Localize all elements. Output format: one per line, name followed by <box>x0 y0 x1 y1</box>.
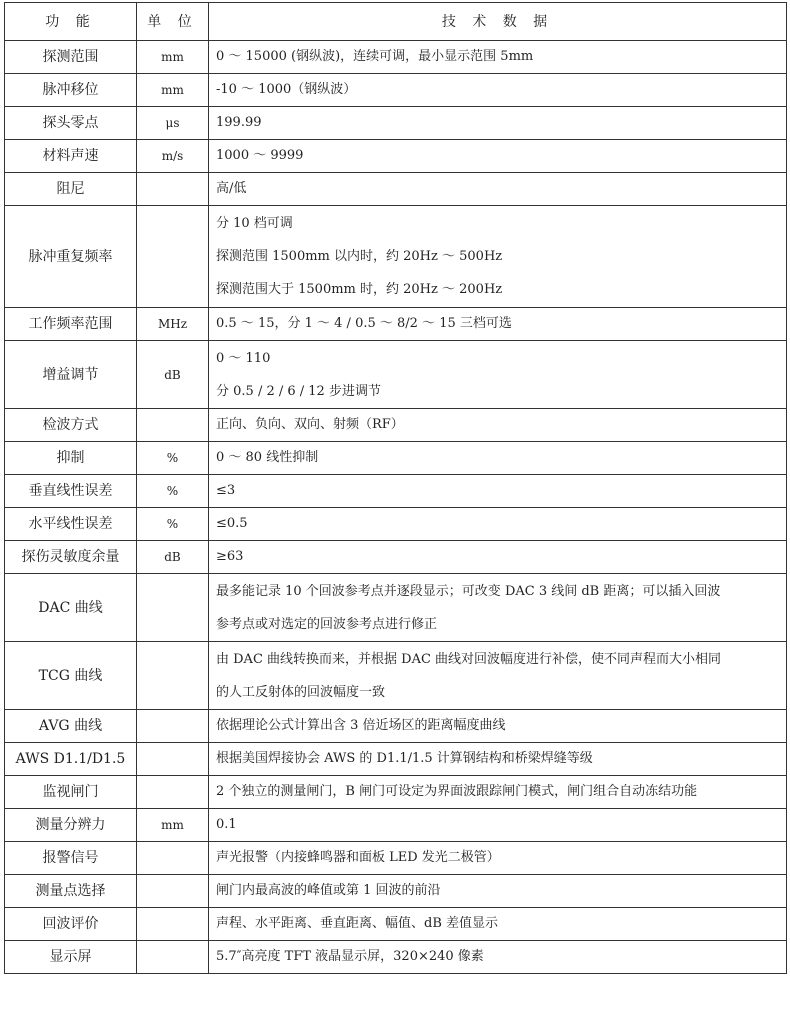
row-spec <box>209 173 787 206</box>
row-function: 报警信号 <box>5 842 137 875</box>
table-row <box>5 508 787 541</box>
table-row <box>5 341 787 409</box>
spec-table <box>4 2 787 974</box>
table-row <box>5 710 787 743</box>
row-spec <box>209 743 787 776</box>
row-spec <box>209 776 787 809</box>
row-spec <box>209 908 787 941</box>
row-unit <box>137 409 209 442</box>
row-function: 监视闸门 <box>5 776 137 809</box>
table-row <box>5 475 787 508</box>
row-function: 脉冲移位 <box>5 74 137 107</box>
row-unit: mm <box>137 41 209 74</box>
row-unit <box>137 206 209 308</box>
table-row <box>5 140 787 173</box>
row-unit <box>137 173 209 206</box>
row-function: 显示屏 <box>5 941 137 974</box>
row-function: TCG 曲线 <box>5 642 137 710</box>
spec-line: 2 个独立的测量闸门，B 闸门可设定为界面波跟踪闸门模式，闸门组合自动冻结功能 <box>216 784 698 799</box>
spec-line: 高/低 <box>216 181 247 196</box>
table-row <box>5 842 787 875</box>
table-row <box>5 442 787 475</box>
row-function: 垂直线性误差 <box>5 475 137 508</box>
table-body <box>5 41 787 974</box>
table-row <box>5 574 787 642</box>
row-unit: % <box>137 442 209 475</box>
row-function: 抑制 <box>5 442 137 475</box>
row-unit: μs <box>137 107 209 140</box>
table-header-row <box>5 3 787 41</box>
spec-line: 探测范围大于 1500mm 时，约 20Hz ～ 200Hz <box>216 282 503 297</box>
row-spec <box>209 574 787 642</box>
table-row <box>5 173 787 206</box>
spec-line: 199.99 <box>216 115 262 130</box>
row-unit: mm <box>137 809 209 842</box>
row-spec <box>209 642 787 710</box>
spec-line: ≥63 <box>216 549 244 564</box>
table-row <box>5 41 787 74</box>
row-spec <box>209 809 787 842</box>
row-unit: % <box>137 475 209 508</box>
spec-line: 依据理论公式计算出含 3 倍近场区的距离幅度曲线 <box>216 718 506 733</box>
row-spec <box>209 74 787 107</box>
table-row <box>5 642 787 710</box>
row-function: AVG 曲线 <box>5 710 137 743</box>
table-row <box>5 776 787 809</box>
header-unit: 单 位 <box>137 3 209 41</box>
spec-line: ≤3 <box>216 483 236 498</box>
row-unit <box>137 642 209 710</box>
row-function: 增益调节 <box>5 341 137 409</box>
row-unit: MHz <box>137 308 209 341</box>
row-spec <box>209 508 787 541</box>
row-spec <box>209 308 787 341</box>
spec-line: 最多能记录 10 个回波参考点并逐段显示；可改变 DAC 3 线间 dB 距离；可以插入回波 <box>216 583 721 599</box>
row-spec <box>209 941 787 974</box>
spec-line: 分 0.5 / 2 / 6 / 12 步进调节 <box>216 383 381 399</box>
spec-line: 0 ～ 80 线性抑制 <box>216 450 319 465</box>
table-row <box>5 107 787 140</box>
table-row <box>5 743 787 776</box>
table-row <box>5 74 787 107</box>
spec-line: 0.5 ～ 15，分 1 ～ 4 / 0.5 ～ 8/2 ～ 15 三档可选 <box>216 316 512 331</box>
spec-line: 根据美国焊接协会 AWS 的 D1.1/1.5 计算钢结构和桥梁焊缝等级 <box>216 751 593 766</box>
spec-line: 参考点或对选定的回波参考点进行修正 <box>216 616 438 632</box>
table-row <box>5 809 787 842</box>
row-function: 探头零点 <box>5 107 137 140</box>
row-function: 探伤灵敏度余量 <box>5 541 137 574</box>
table-row <box>5 541 787 574</box>
header-spec: 技 术 数 据 <box>209 3 787 41</box>
row-unit <box>137 875 209 908</box>
spec-line: 分 10 档可调 <box>216 216 293 231</box>
row-spec <box>209 341 787 409</box>
row-unit: mm <box>137 74 209 107</box>
row-spec <box>209 442 787 475</box>
table-row <box>5 409 787 442</box>
spec-line: -10 ～ 1000（钢纵波） <box>216 82 357 97</box>
spec-line: ≤0.5 <box>216 516 248 531</box>
row-function: 阻尼 <box>5 173 137 206</box>
row-function: 测量分辨力 <box>5 809 137 842</box>
spec-line: 声程、水平距离、垂直距离、幅值、dB 差值显示 <box>216 916 499 931</box>
spec-line: 的人工反射体的回波幅度一致 <box>216 684 386 700</box>
row-spec <box>209 41 787 74</box>
row-spec <box>209 206 787 308</box>
row-unit <box>137 776 209 809</box>
row-function: DAC 曲线 <box>5 574 137 642</box>
spec-line: 0 ～ 15000 (钢纵波)，连续可调，最小显示范围 5mm <box>216 49 534 64</box>
row-function: 脉冲重复频率 <box>5 206 137 308</box>
row-spec <box>209 140 787 173</box>
row-unit <box>137 842 209 875</box>
table-row <box>5 941 787 974</box>
table-row <box>5 875 787 908</box>
spec-line: 声光报警（内接蜂鸣器和面板 LED 发光二极管） <box>216 850 500 865</box>
row-unit <box>137 574 209 642</box>
spec-line: 闸门内最高波的峰值或第 1 回波的前沿 <box>216 883 441 898</box>
row-spec <box>209 541 787 574</box>
row-unit: dB <box>137 341 209 409</box>
row-function: AWS D1.1/D1.5 <box>5 743 137 776</box>
row-function: 水平线性误差 <box>5 508 137 541</box>
row-unit: m/s <box>137 140 209 173</box>
spec-line: 正向、负向、双向、射频（RF） <box>216 417 404 432</box>
row-function: 回波评价 <box>5 908 137 941</box>
spec-line: 1000 ～ 9999 <box>216 148 304 163</box>
row-function: 检波方式 <box>5 409 137 442</box>
row-spec <box>209 710 787 743</box>
table-row <box>5 206 787 308</box>
row-spec <box>209 475 787 508</box>
row-unit <box>137 743 209 776</box>
row-spec <box>209 107 787 140</box>
row-spec <box>209 875 787 908</box>
table-row <box>5 308 787 341</box>
row-spec <box>209 409 787 442</box>
spec-line: 0 ～ 110 <box>216 350 271 366</box>
row-unit <box>137 941 209 974</box>
row-unit: dB <box>137 541 209 574</box>
spec-line: 探测范围 1500mm 以内时，约 20Hz ～ 500Hz <box>216 249 503 264</box>
row-function: 测量点选择 <box>5 875 137 908</box>
table-row <box>5 908 787 941</box>
row-function: 工作频率范围 <box>5 308 137 341</box>
spec-line: 由 DAC 曲线转换而来，并根据 DAC 曲线对回波幅度进行补偿，使不同声程而大小相同 <box>216 651 722 667</box>
spec-line: 5.7″高亮度 TFT 液晶显示屏，320×240 像素 <box>216 949 484 964</box>
spec-line: 0.1 <box>216 817 237 832</box>
row-unit <box>137 710 209 743</box>
row-unit <box>137 908 209 941</box>
row-function: 探测范围 <box>5 41 137 74</box>
row-unit: % <box>137 508 209 541</box>
row-spec <box>209 842 787 875</box>
row-function: 材料声速 <box>5 140 137 173</box>
header-function: 功 能 <box>5 3 137 41</box>
